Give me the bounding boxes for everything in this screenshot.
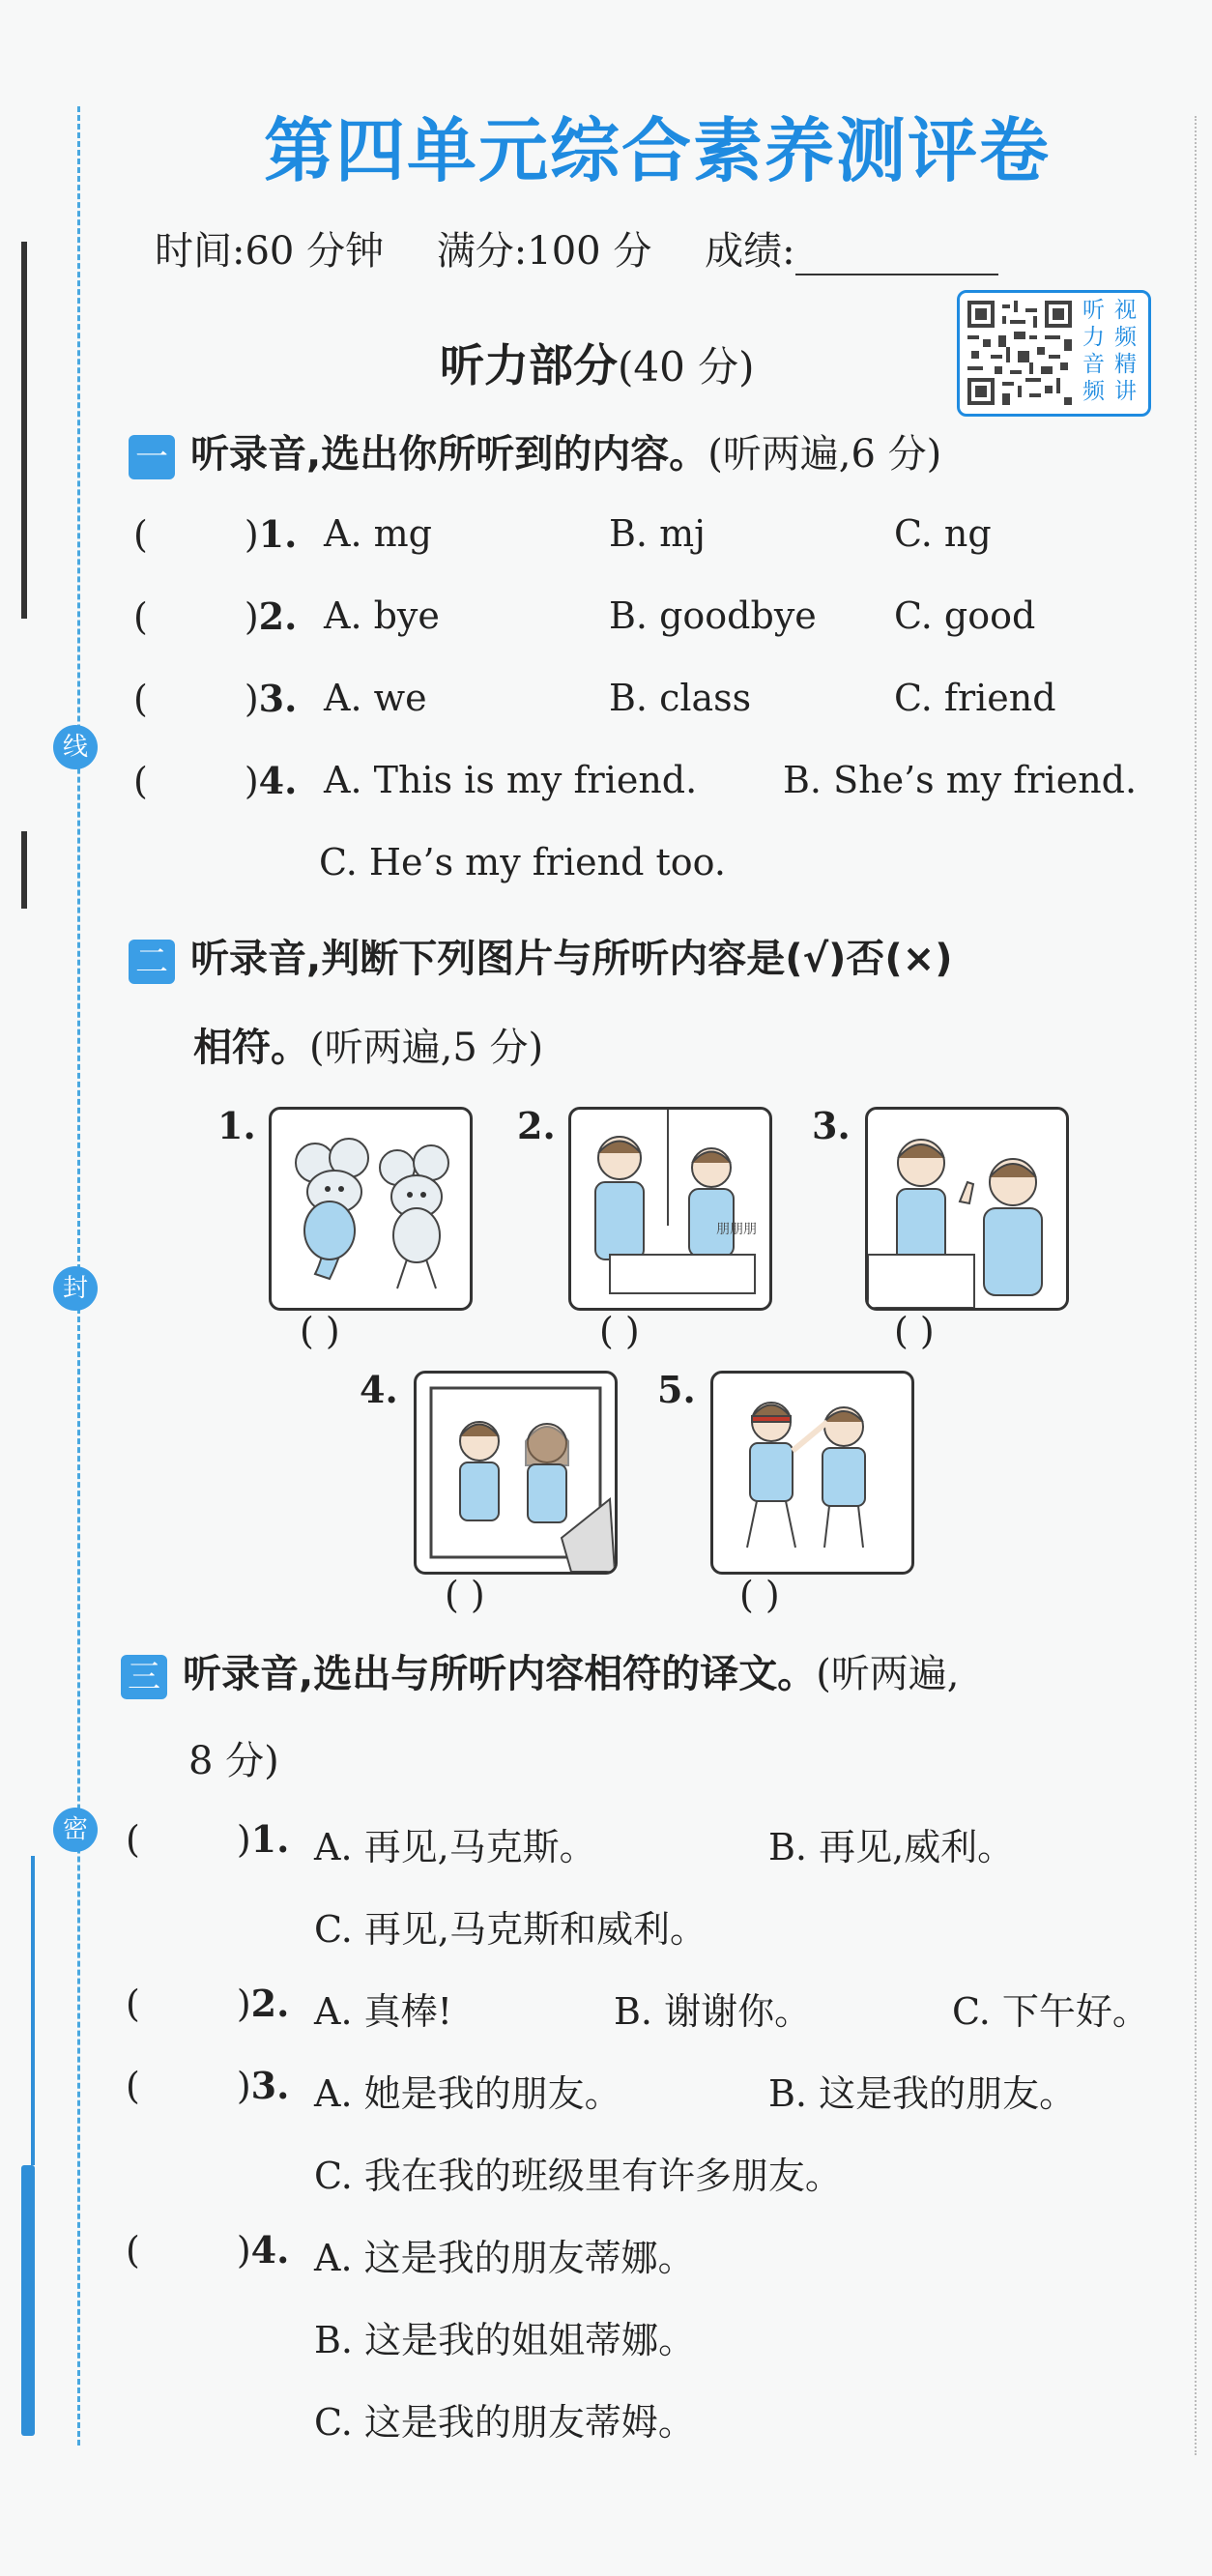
answer-paren-close: ) (236, 2065, 251, 2107)
qr-label: 视 (1114, 298, 1137, 323)
question-row (126, 1817, 289, 1861)
question-row (133, 594, 297, 638)
question-row (133, 759, 297, 802)
answer-paren-close: ) (244, 513, 259, 556)
answer-paren-open: ( (133, 513, 148, 556)
section-2-heading-line2 (193, 1017, 543, 1072)
margin-blue-line (31, 1856, 35, 2165)
option-a: A. 再见,马克斯。 (314, 1826, 596, 1868)
section-note: (听两遍,5 分) (309, 1026, 544, 1070)
qr-label: 精 (1114, 352, 1137, 377)
picture-girl-boy (710, 1371, 914, 1575)
margin-bar (21, 831, 27, 909)
page-title: 第四单元综合素养测评卷 (263, 110, 1051, 191)
margin-bar (21, 242, 27, 619)
picture-boys-waving (865, 1107, 1069, 1311)
picture-two-mice (269, 1107, 473, 1311)
option-b: B. mj (609, 512, 706, 555)
question-number: 1. (250, 1817, 290, 1861)
answer-paren-close: ) (236, 1983, 251, 2025)
option-b: B. 这是我的姐姐蒂娜。 (314, 2319, 696, 2361)
option-b: B. 这是我的朋友。 (768, 2072, 1077, 2115)
right-cut-line (1195, 116, 1197, 2455)
question-row (126, 1982, 289, 2025)
margin-blue-bar (21, 2165, 35, 2436)
option-a: A. 这是我的朋友蒂娜。 (314, 2237, 695, 2279)
picture-number: 3. (812, 1104, 851, 1147)
option-b: B. class (609, 677, 752, 719)
two-mice-icon (272, 1110, 470, 1308)
option-a: A. 真棒! (314, 1990, 452, 2033)
section-title: 听录音,选出与所听内容相符的译文。 (183, 1652, 817, 1696)
option-c: C. He’s my friend too. (319, 841, 726, 883)
section-title: 听录音,判断下列图片与所听内容是(√)否(×) (190, 937, 953, 981)
qr-label: 听 (1082, 298, 1105, 323)
answer-paren-close: ) (236, 1818, 251, 1861)
option-c: C. ng (894, 512, 992, 555)
picture-number: 2. (517, 1104, 556, 1147)
question-row (133, 512, 297, 556)
score-blank[interactable] (795, 237, 998, 275)
part-title: 听力部分 (440, 339, 618, 391)
qr-label: 频 (1114, 325, 1137, 350)
section-2-heading (129, 928, 953, 984)
answer-paren-open: ( (126, 1983, 140, 2025)
option-c: C. 再见,马克斯和威利。 (314, 1908, 707, 1951)
question-number: 1. (258, 512, 298, 556)
question-number: 2. (250, 1982, 290, 2025)
option-c: C. 这是我的朋友蒂姆。 (314, 2401, 695, 2444)
option-b: B. She’s my friend. (783, 759, 1138, 801)
picture-answer-paren[interactable]: ( ) (599, 1310, 640, 1352)
picture-answer-paren[interactable]: ( ) (894, 1310, 935, 1352)
section-badge: 一 (129, 435, 175, 479)
qr-label: 频 (1082, 379, 1105, 404)
section-1-heading (129, 423, 941, 479)
option-a: A. This is my friend. (324, 759, 698, 801)
question-number: 3. (258, 677, 298, 720)
photo-frame-icon (417, 1374, 615, 1572)
answer-paren-close: ) (244, 760, 259, 802)
answer-paren-close: ) (236, 2229, 251, 2272)
qr-video-box[interactable] (957, 290, 1151, 417)
question-number: 4. (258, 759, 298, 802)
section-3-heading (121, 1643, 960, 1699)
option-b: B. 谢谢你。 (614, 1990, 812, 2033)
option-c: C. 下午好。 (952, 1990, 1149, 2033)
section-title: 相符。 (193, 1026, 309, 1070)
option-a: A. 她是我的朋友。 (314, 2072, 621, 2115)
qr-label: 讲 (1114, 379, 1137, 404)
score-label: 成绩: (705, 229, 795, 274)
option-a: A. bye (324, 594, 440, 637)
picture-photo-frame (414, 1371, 618, 1575)
question-number: 2. (258, 594, 298, 638)
answer-paren-open: ( (126, 2229, 140, 2272)
seal-feng: 封 (53, 1266, 98, 1311)
picture-answer-paren[interactable]: ( ) (445, 1574, 485, 1616)
question-row (133, 677, 297, 720)
option-a: A. mg (324, 512, 432, 555)
option-c: C. 我在我的班级里有许多朋友。 (314, 2155, 842, 2197)
answer-paren-close: ) (244, 595, 259, 638)
option-c: C. good (894, 594, 1036, 637)
full-score-label: 满分:100 分 (436, 229, 652, 274)
answer-paren-open: ( (126, 1818, 140, 1861)
picture-number: 5. (657, 1368, 696, 1411)
section-note: (听两遍, (816, 1652, 960, 1696)
qr-code-icon[interactable] (967, 301, 1072, 405)
qr-label: 音 (1082, 352, 1105, 377)
option-b: B. 再见,威利。 (768, 1826, 1015, 1868)
section-3-note-line2: 8 分) (188, 1739, 279, 1783)
picture-mark-text: 朋朋朋 (716, 1222, 757, 1237)
time-label: 时间:60 分钟 (155, 229, 385, 274)
picture-number: 1. (217, 1104, 256, 1147)
section-note: (听两遍,6 分) (707, 432, 942, 477)
answer-paren-open: ( (133, 760, 148, 802)
picture-answer-paren[interactable]: ( ) (300, 1310, 340, 1352)
section-title: 听录音,选出你所听到的内容。 (190, 432, 708, 477)
qr-label: 力 (1082, 325, 1105, 350)
picture-answer-paren[interactable]: ( ) (739, 1574, 780, 1616)
question-row (126, 2064, 289, 2107)
picture-boys-desk (568, 1107, 772, 1311)
picture-number: 4. (360, 1368, 398, 1411)
answer-paren-open: ( (133, 595, 148, 638)
part-heading (440, 331, 755, 394)
boys-desk-icon (571, 1110, 769, 1308)
answer-paren-close: ) (244, 678, 259, 720)
answer-paren-open: ( (126, 2065, 140, 2107)
option-a: A. we (324, 677, 427, 719)
exam-meta (155, 220, 1039, 275)
girl-boy-game-icon (713, 1374, 911, 1572)
section-badge: 二 (129, 940, 175, 984)
boys-waving-icon (868, 1110, 1066, 1308)
qr-labels (1078, 297, 1141, 405)
option-c: C. friend (894, 677, 1056, 719)
question-number: 3. (250, 2064, 290, 2107)
question-number: 4. (250, 2228, 290, 2272)
seal-xian: 线 (53, 725, 98, 769)
answer-paren-open: ( (133, 678, 148, 720)
section-badge: 三 (121, 1655, 167, 1699)
option-b: B. goodbye (609, 594, 817, 637)
part-points: (40 分) (618, 343, 755, 391)
question-row (126, 2228, 289, 2272)
seal-mi: 密 (53, 1808, 98, 1852)
